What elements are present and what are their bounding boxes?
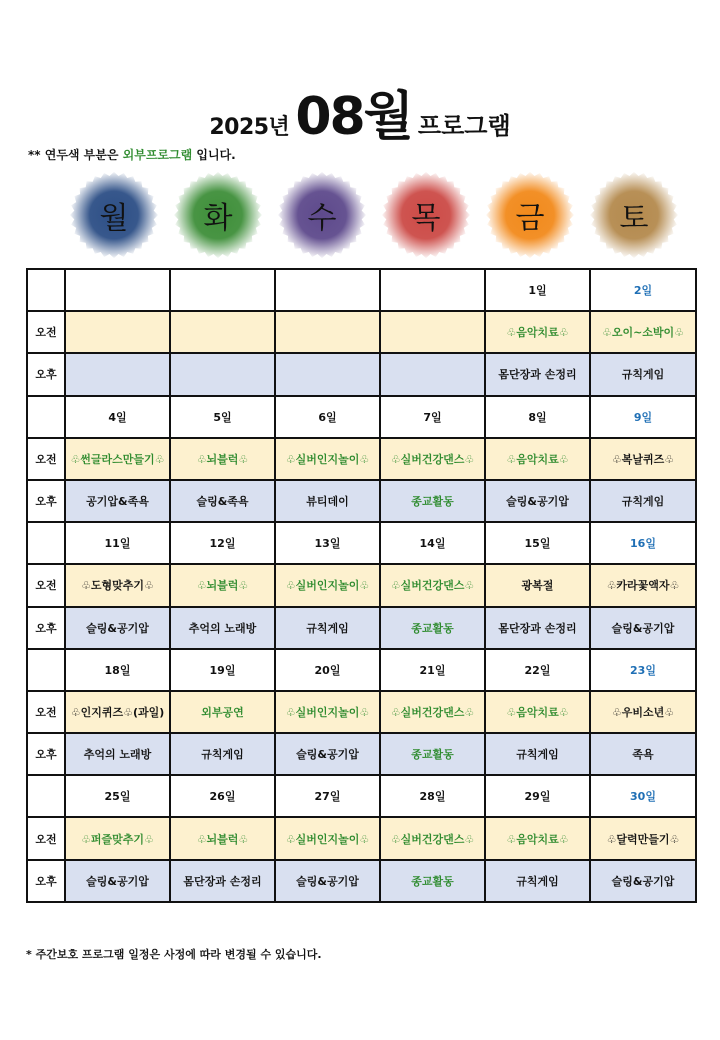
activity-cell: 종교활동 <box>380 860 485 902</box>
weekday-header <box>64 170 704 260</box>
date-cell: 8일 <box>485 396 590 438</box>
date-cell: 6일 <box>275 396 380 438</box>
activity-cell: ♧카라꽃액자♧ <box>590 564 696 606</box>
row-label-pm: 오후 <box>27 480 65 522</box>
activity-cell: ♧실버건강댄스♧ <box>380 691 485 733</box>
activity-cell: ♧복날퀴즈♧ <box>590 438 696 480</box>
row-label-pm: 오후 <box>27 733 65 775</box>
date-cell <box>170 269 275 311</box>
row-label-am: 오전 <box>27 817 65 859</box>
row-label-empty <box>27 522 65 564</box>
date-cell: 23일 <box>590 649 696 691</box>
row-label-am: 오전 <box>27 311 65 353</box>
date-cell: 5일 <box>170 396 275 438</box>
date-cell <box>65 269 170 311</box>
date-cell: 14일 <box>380 522 485 564</box>
weekday-badge <box>586 170 682 260</box>
activity-cell: 외부공연 <box>170 691 275 733</box>
row-label-pm: 오후 <box>27 353 65 395</box>
activity-cell: ♧실버인지놀이♧ <box>275 438 380 480</box>
activity-cell: 광복절 <box>485 564 590 606</box>
activity-cell: ♧인지퀴즈♧(과일) <box>65 691 170 733</box>
activity-cell: 슬링&공기압 <box>275 733 380 775</box>
weekday-badge <box>482 170 578 260</box>
activity-cell: ♧도형맞추기♧ <box>65 564 170 606</box>
activity-cell: 종교활동 <box>380 607 485 649</box>
pm-row <box>27 480 696 522</box>
activity-cell: ♧퍼즐맞추기♧ <box>65 817 170 859</box>
am-row <box>27 311 696 353</box>
weekday-label: 수 <box>307 201 337 236</box>
activity-cell: ♧음악치료♧ <box>485 691 590 733</box>
row-label-am: 오전 <box>27 564 65 606</box>
activity-cell: 몸단장과 손정리 <box>485 607 590 649</box>
date-cell: 20일 <box>275 649 380 691</box>
date-cell: 26일 <box>170 775 275 817</box>
activity-cell: ♧실버건강댄스♧ <box>380 564 485 606</box>
row-label-am: 오전 <box>27 438 65 480</box>
activity-cell <box>275 311 380 353</box>
date-cell: 4일 <box>65 396 170 438</box>
date-cell: 16일 <box>590 522 696 564</box>
activity-cell: 공기압&족욕 <box>65 480 170 522</box>
weekday-label: 금 <box>515 201 545 236</box>
am-row <box>27 564 696 606</box>
activity-cell: 규칙게임 <box>485 733 590 775</box>
am-row <box>27 691 696 733</box>
note-suffix: 입니다. <box>192 148 236 162</box>
activity-cell: ♧음악치료♧ <box>485 311 590 353</box>
pm-row <box>27 353 696 395</box>
date-cell: 7일 <box>380 396 485 438</box>
legend-note <box>28 146 236 163</box>
activity-cell: 슬링&공기압 <box>65 607 170 649</box>
pm-row <box>27 607 696 649</box>
row-label-empty <box>27 269 65 311</box>
date-row <box>27 269 696 311</box>
activity-cell: 슬링&공기압 <box>485 480 590 522</box>
date-cell: 1일 <box>485 269 590 311</box>
note-prefix: ** 연두색 부분은 <box>28 148 123 162</box>
activity-cell <box>380 311 485 353</box>
date-cell: 25일 <box>65 775 170 817</box>
activity-cell: 규칙게임 <box>590 353 696 395</box>
activity-cell: 족욕 <box>590 733 696 775</box>
row-label-am: 오전 <box>27 691 65 733</box>
pm-row <box>27 860 696 902</box>
date-cell: 22일 <box>485 649 590 691</box>
date-row <box>27 775 696 817</box>
footer-note: * 주간보호 프로그램 일정은 사정에 따라 변경될 수 있습니다. <box>26 948 322 961</box>
row-label-pm: 오후 <box>27 860 65 902</box>
activity-cell: 종교활동 <box>380 733 485 775</box>
activity-cell: 슬링&공기압 <box>590 607 696 649</box>
activity-cell: 슬링&공기압 <box>65 860 170 902</box>
activity-cell: 몸단장과 손정리 <box>485 353 590 395</box>
date-row <box>27 649 696 691</box>
date-cell: 27일 <box>275 775 380 817</box>
activity-cell <box>170 311 275 353</box>
activity-cell: ♧뇌블럭♧ <box>170 817 275 859</box>
page-title <box>0 74 720 149</box>
date-cell: 19일 <box>170 649 275 691</box>
weekday-label: 월 <box>99 201 129 236</box>
activity-cell: 슬링&공기압 <box>275 860 380 902</box>
date-cell: 30일 <box>590 775 696 817</box>
date-cell: 18일 <box>65 649 170 691</box>
activity-cell <box>380 353 485 395</box>
weekday-badge <box>66 170 162 260</box>
activity-cell: ♧실버인지놀이♧ <box>275 691 380 733</box>
date-row <box>27 396 696 438</box>
weekday-label: 토 <box>619 201 649 236</box>
activity-cell: ♧실버인지놀이♧ <box>275 564 380 606</box>
activity-cell: ♧달력만들기♧ <box>590 817 696 859</box>
row-label-pm: 오후 <box>27 607 65 649</box>
activity-cell: 규칙게임 <box>275 607 380 649</box>
activity-cell: 규칙게임 <box>485 860 590 902</box>
activity-cell: 규칙게임 <box>170 733 275 775</box>
title-program: 프로그램 <box>417 112 511 140</box>
activity-cell <box>65 311 170 353</box>
activity-cell: ♧뇌블럭♧ <box>170 564 275 606</box>
activity-cell: 종교활동 <box>380 480 485 522</box>
activity-cell: ♧실버인지놀이♧ <box>275 817 380 859</box>
weekday-label: 화 <box>203 201 233 236</box>
activity-cell: ♧음악치료♧ <box>485 438 590 480</box>
activity-cell: ♧음악치료♧ <box>485 817 590 859</box>
am-row <box>27 438 696 480</box>
schedule-table <box>26 268 697 903</box>
activity-cell: ♧실버건강댄스♧ <box>380 817 485 859</box>
activity-cell: 추억의 노래방 <box>65 733 170 775</box>
activity-cell <box>65 353 170 395</box>
activity-cell: ♧오이~소박이♧ <box>590 311 696 353</box>
date-cell: 2일 <box>590 269 696 311</box>
date-cell: 21일 <box>380 649 485 691</box>
activity-cell: 슬링&공기압 <box>590 860 696 902</box>
date-cell: 9일 <box>590 396 696 438</box>
weekday-badge <box>378 170 474 260</box>
activity-cell: 몸단장과 손정리 <box>170 860 275 902</box>
row-label-empty <box>27 775 65 817</box>
pm-row <box>27 733 696 775</box>
am-row <box>27 817 696 859</box>
title-month: 08월 <box>295 87 412 147</box>
activity-cell <box>275 353 380 395</box>
weekday-badge <box>274 170 370 260</box>
activity-cell: ♧우비소년♧ <box>590 691 696 733</box>
date-cell: 28일 <box>380 775 485 817</box>
date-cell: 13일 <box>275 522 380 564</box>
row-label-empty <box>27 396 65 438</box>
activity-cell: 뷰티데이 <box>275 480 380 522</box>
row-label-empty <box>27 649 65 691</box>
activity-cell: ♧뇌블럭♧ <box>170 438 275 480</box>
activity-cell: 규칙게임 <box>590 480 696 522</box>
activity-cell: ♧실버건강댄스♧ <box>380 438 485 480</box>
date-cell: 29일 <box>485 775 590 817</box>
date-cell: 15일 <box>485 522 590 564</box>
activity-cell: 추억의 노래방 <box>170 607 275 649</box>
activity-cell: ♧썬글라스만들기♧ <box>65 438 170 480</box>
date-cell: 11일 <box>65 522 170 564</box>
date-cell <box>380 269 485 311</box>
activity-cell: 슬링&족욕 <box>170 480 275 522</box>
note-highlight: 외부프로그램 <box>122 148 193 162</box>
date-cell <box>275 269 380 311</box>
activity-cell <box>170 353 275 395</box>
weekday-label: 목 <box>411 201 441 236</box>
date-row <box>27 522 696 564</box>
date-cell: 12일 <box>170 522 275 564</box>
weekday-badge <box>170 170 266 260</box>
title-year: 2025년 <box>209 115 290 140</box>
